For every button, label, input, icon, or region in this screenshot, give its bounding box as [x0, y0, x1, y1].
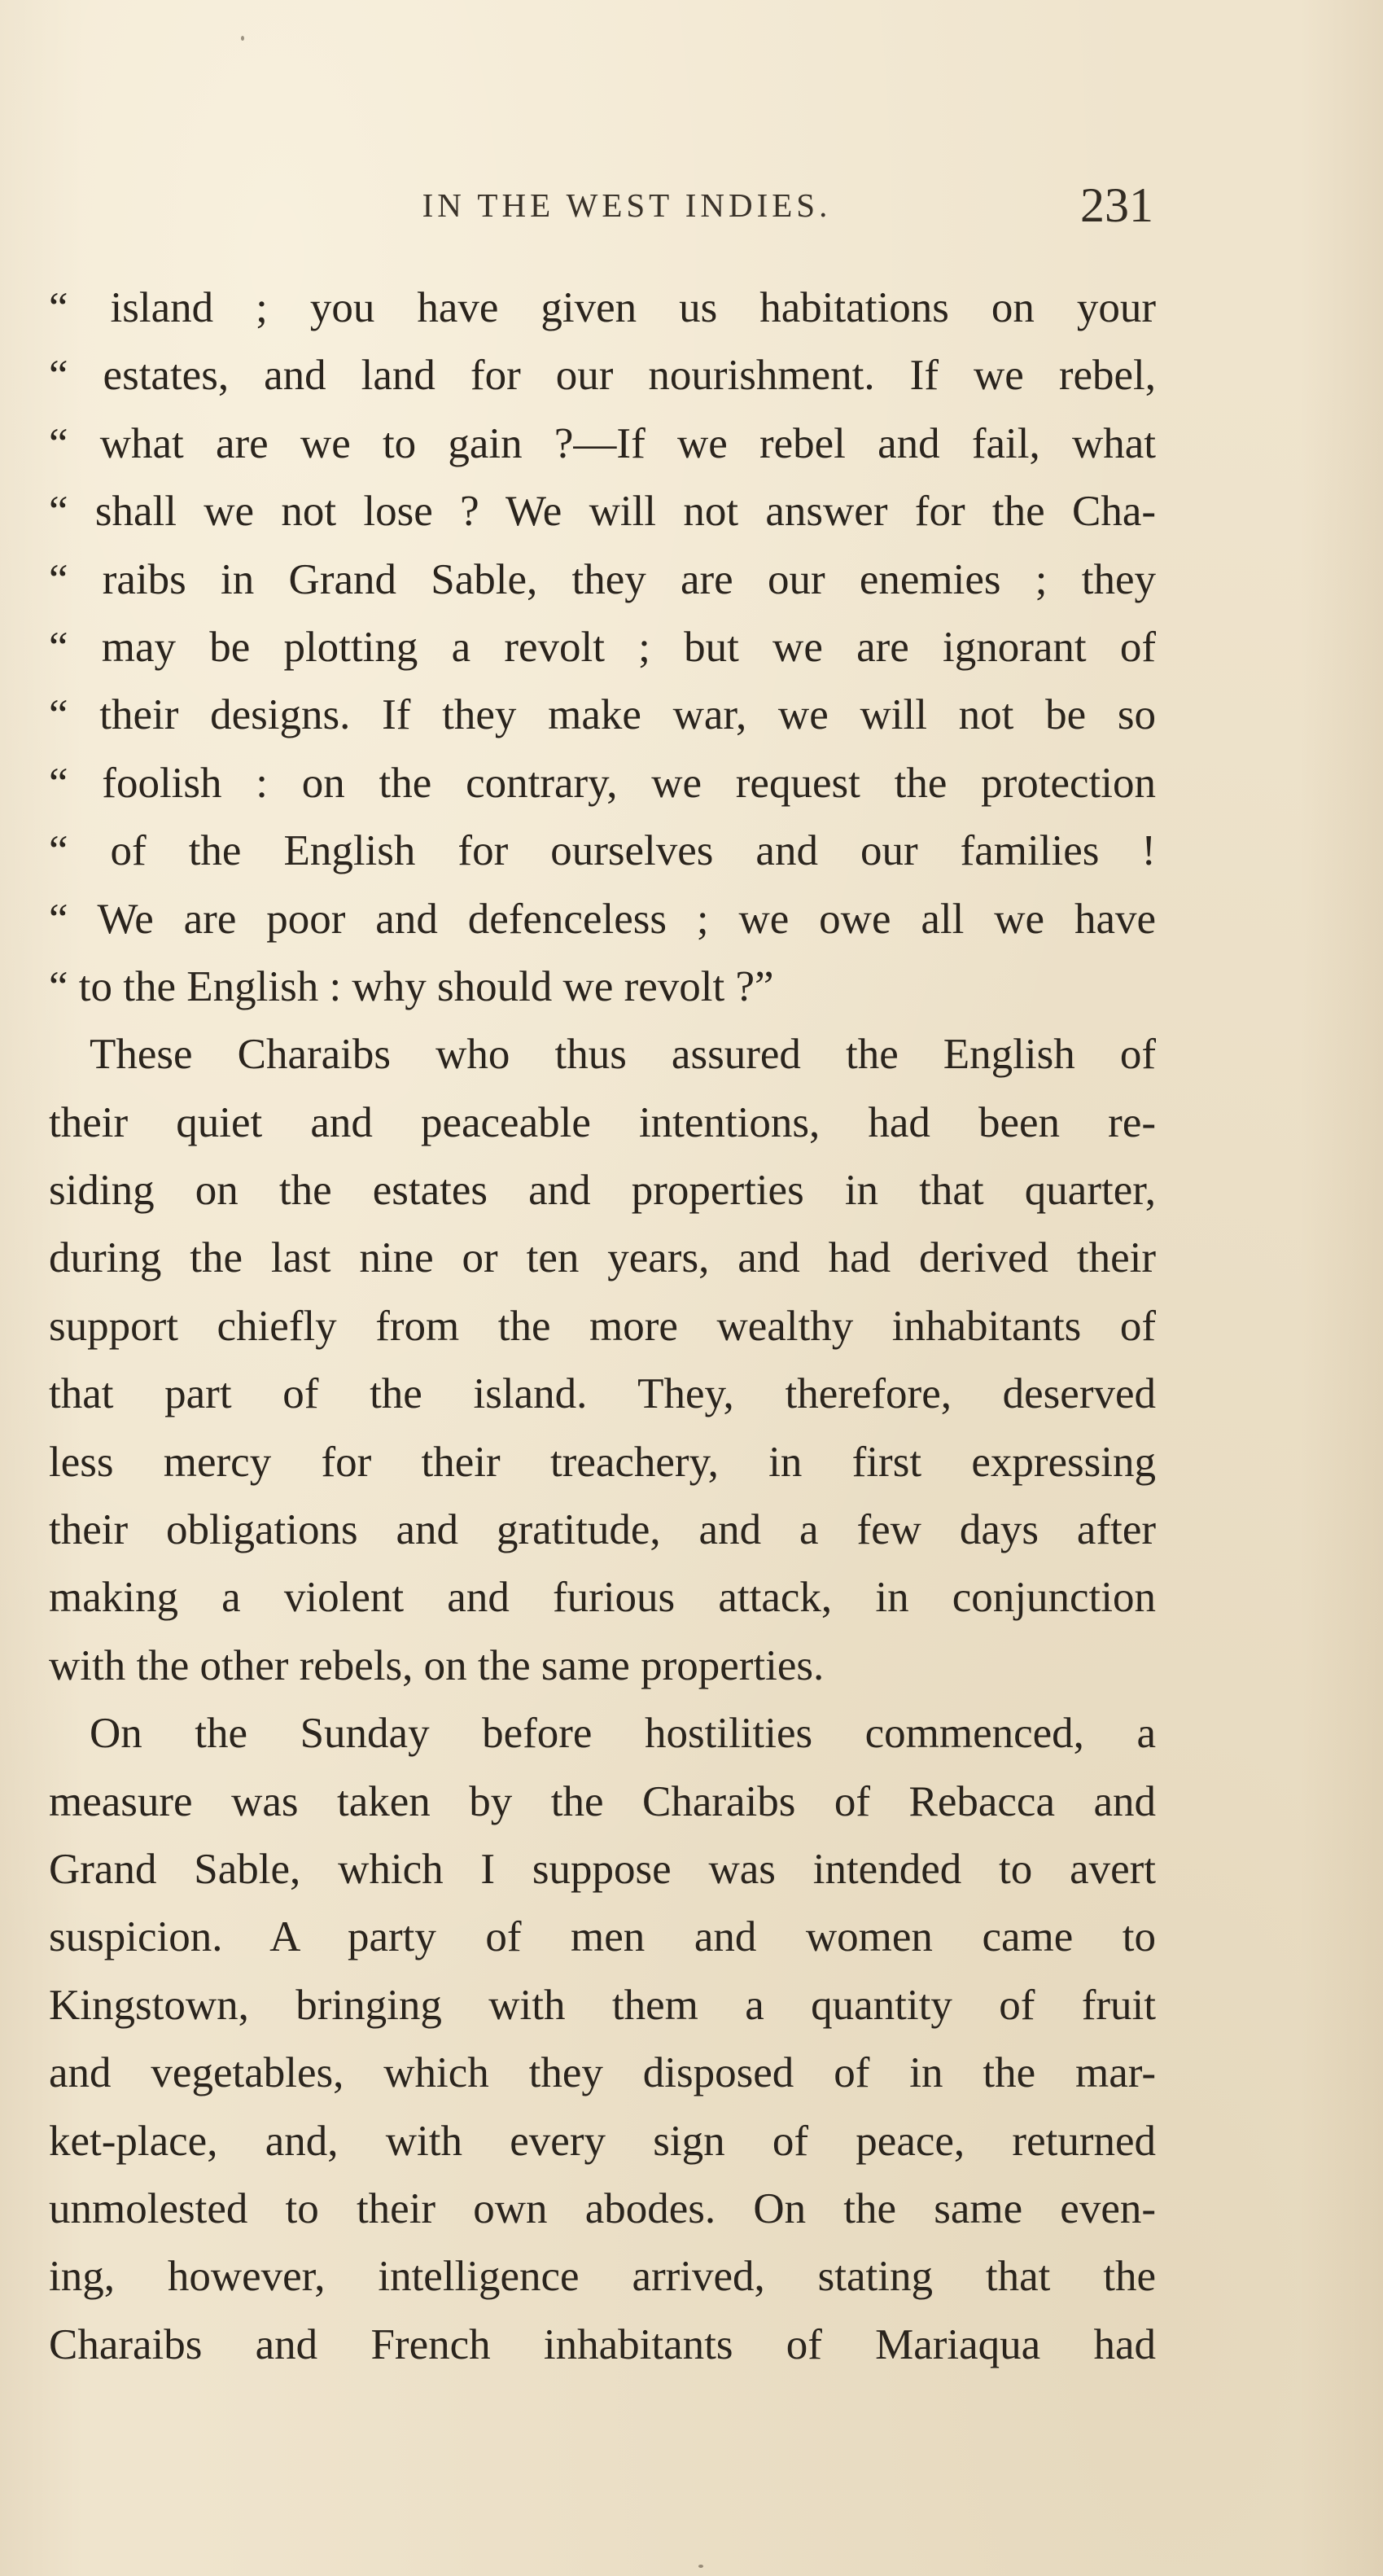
paper-speck — [241, 36, 244, 41]
text-line: ing, however, intelligence arrived, stating that the — [49, 2253, 1156, 2301]
text-line: “ of the English for ourselves and our families ! — [49, 827, 1156, 875]
running-head: IN THE WEST INDIES. — [422, 186, 832, 224]
paragraph-start-line: On the Sunday before hostilities commenced, a — [90, 1710, 1156, 1758]
text-line: making a violent and furious attack, in conjunction — [49, 1574, 1156, 1622]
text-line: ket-place, and, with every sign of peace, returned — [49, 2117, 1156, 2165]
text-line: with the other rebels, on the same properties. — [49, 1641, 825, 1689]
text-line: siding on the estates and properties in that quarter, — [49, 1167, 1156, 1215]
text-line: their quiet and peaceable intentions, had been re- — [49, 1098, 1156, 1146]
text-line: and vegetables, which they disposed of in the mar- — [49, 2049, 1156, 2097]
text-line: during the last nine or ten years, and had derived their — [49, 1234, 1156, 1282]
text-line: “ to the English : why should we revolt ?” — [49, 962, 774, 1010]
text-line: suspicion. A party of men and women came to — [49, 1913, 1156, 1961]
text-line: Charaibs and French inhabitants of Mariaqua had — [49, 2320, 1156, 2368]
text-line: “ island ; you have given us habitations on your — [49, 284, 1156, 331]
text-line: “ shall we not lose ? We will not answer for the Cha- — [49, 488, 1156, 536]
text-line: less mercy for their treachery, in first expressing — [49, 1438, 1156, 1486]
text-line: “ their designs. If they make war, we will not be so — [49, 691, 1156, 739]
paper-speck — [698, 2565, 703, 2568]
text-line: “ estates, and land for our nourishment. If we rebel, — [49, 352, 1156, 400]
text-line: Grand Sable, which I suppose was intended to avert — [49, 1845, 1156, 1893]
text-line: measure was taken by the Charaibs of Rebacca and — [49, 1777, 1156, 1825]
body-text — [49, 274, 1156, 2379]
text-line: “ may be plotting a revolt ; but we are ignorant of — [49, 623, 1156, 671]
text-line: that part of the island. They, therefore, deserved — [49, 1370, 1156, 1418]
text-line: “ raibs in Grand Sable, they are our enemies ; they — [49, 555, 1156, 603]
text-line: their obligations and gratitude, and a few days after — [49, 1506, 1156, 1554]
text-line: Kingstown, bringing with them a quantity of fruit — [49, 1981, 1156, 2029]
text-line: support chiefly from the more wealthy inhabitants of — [49, 1302, 1156, 1350]
text-line: unmolested to their own abodes. On the same even- — [49, 2184, 1156, 2232]
text-line: “ foolish : on the contrary, we request the protection — [49, 759, 1156, 807]
page-number: 231 — [1080, 178, 1153, 232]
text-line: “ what are we to gain ?—If we rebel and fail, what — [49, 419, 1156, 467]
paragraph-start-line: These Charaibs who thus assured the English of — [90, 1031, 1156, 1079]
text-line: “ We are poor and defenceless ; we owe all we have — [49, 895, 1156, 943]
